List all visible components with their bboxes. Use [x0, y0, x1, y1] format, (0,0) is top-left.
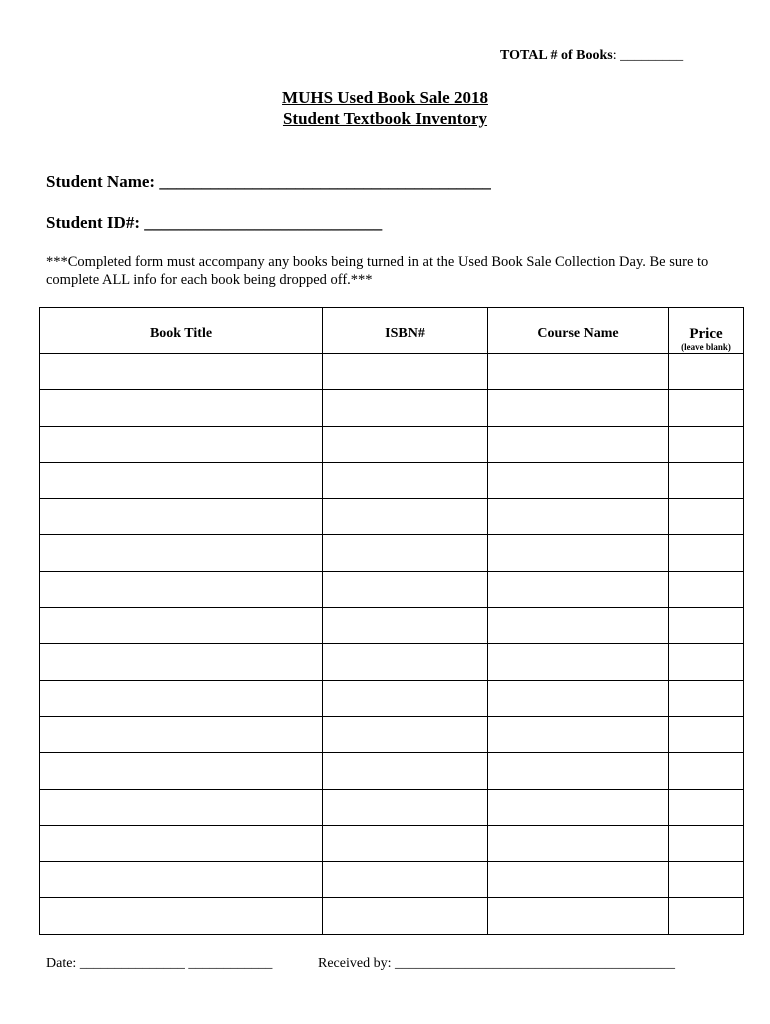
book-title-cell[interactable] — [40, 390, 323, 426]
table-row — [40, 789, 744, 825]
inventory-table — [39, 307, 744, 935]
header-course-name: Course Name — [488, 308, 669, 354]
course-name-cell[interactable] — [488, 789, 669, 825]
price-cell[interactable] — [669, 390, 744, 426]
table-row — [40, 354, 744, 390]
price-cell[interactable] — [669, 426, 744, 462]
table-row — [40, 571, 744, 607]
book-title-cell[interactable] — [40, 716, 323, 752]
price-cell[interactable] — [669, 898, 744, 934]
table-row — [40, 390, 744, 426]
isbn-cell[interactable] — [323, 716, 488, 752]
price-cell[interactable] — [669, 571, 744, 607]
table-header-row — [40, 308, 744, 354]
isbn-cell[interactable] — [323, 426, 488, 462]
price-cell[interactable] — [669, 462, 744, 498]
isbn-cell[interactable] — [323, 354, 488, 390]
course-name-cell[interactable] — [488, 499, 669, 535]
price-cell[interactable] — [669, 716, 744, 752]
price-cell[interactable] — [669, 789, 744, 825]
table-row — [40, 716, 744, 752]
received-by-field[interactable]: Received by: ________________________________________ — [318, 956, 675, 971]
isbn-cell[interactable] — [323, 390, 488, 426]
total-books-label: TOTAL # of Books — [500, 48, 613, 63]
date-field[interactable]: Date: _______________ ____________ — [46, 956, 273, 971]
isbn-cell[interactable] — [323, 571, 488, 607]
book-title-cell[interactable] — [40, 462, 323, 498]
course-name-cell[interactable] — [488, 680, 669, 716]
price-cell[interactable] — [669, 825, 744, 861]
price-cell[interactable] — [669, 680, 744, 716]
price-cell[interactable] — [669, 354, 744, 390]
price-cell[interactable] — [669, 644, 744, 680]
book-title-cell[interactable] — [40, 608, 323, 644]
course-name-cell[interactable] — [488, 825, 669, 861]
isbn-cell[interactable] — [323, 789, 488, 825]
form-title: MUHS Used Book Sale 2018 — [282, 88, 488, 107]
isbn-cell[interactable] — [323, 499, 488, 535]
student-id-field[interactable]: Student ID#: ____________________________ — [46, 213, 383, 232]
header-price — [669, 308, 744, 354]
form-subtitle: Student Textbook Inventory — [282, 109, 488, 128]
price-cell[interactable] — [669, 535, 744, 571]
isbn-cell[interactable] — [323, 644, 488, 680]
course-name-cell[interactable] — [488, 716, 669, 752]
header-price-note: (leave blank) — [681, 342, 731, 352]
header-price-label: Price — [689, 326, 723, 342]
table-row — [40, 535, 744, 571]
price-cell[interactable] — [669, 753, 744, 789]
book-title-cell[interactable] — [40, 354, 323, 390]
course-name-cell[interactable] — [488, 462, 669, 498]
book-title-cell[interactable] — [40, 571, 323, 607]
book-title-cell[interactable] — [40, 825, 323, 861]
course-name-cell[interactable] — [488, 898, 669, 934]
total-books-blank[interactable]: : _________ — [612, 48, 684, 63]
course-name-cell[interactable] — [488, 571, 669, 607]
isbn-cell[interactable] — [323, 535, 488, 571]
book-title-cell[interactable] — [40, 644, 323, 680]
table-row — [40, 644, 744, 680]
price-cell[interactable] — [669, 499, 744, 535]
book-title-cell[interactable] — [40, 789, 323, 825]
total-books-field[interactable] — [500, 48, 683, 64]
book-title-cell[interactable] — [40, 898, 323, 934]
book-title-cell[interactable] — [40, 426, 323, 462]
course-name-cell[interactable] — [488, 644, 669, 680]
isbn-cell[interactable] — [323, 862, 488, 898]
book-title-cell[interactable] — [40, 862, 323, 898]
student-name-field[interactable]: Student Name: _______________________________________ — [46, 172, 491, 191]
table-row — [40, 499, 744, 535]
isbn-cell[interactable] — [323, 825, 488, 861]
table-row — [40, 608, 744, 644]
price-cell[interactable] — [669, 608, 744, 644]
header-isbn: ISBN# — [323, 308, 488, 354]
course-name-cell[interactable] — [488, 354, 669, 390]
table-row — [40, 825, 744, 861]
table-row — [40, 462, 744, 498]
course-name-cell[interactable] — [488, 862, 669, 898]
isbn-cell[interactable] — [323, 898, 488, 934]
header-book-title: Book Title — [40, 308, 323, 354]
book-title-cell[interactable] — [40, 680, 323, 716]
isbn-cell[interactable] — [323, 462, 488, 498]
book-title-cell[interactable] — [40, 753, 323, 789]
isbn-cell[interactable] — [323, 608, 488, 644]
course-name-cell[interactable] — [488, 390, 669, 426]
course-name-cell[interactable] — [488, 535, 669, 571]
table-row — [40, 898, 744, 934]
isbn-cell[interactable] — [323, 680, 488, 716]
price-cell[interactable] — [669, 862, 744, 898]
isbn-cell[interactable] — [323, 753, 488, 789]
table-row — [40, 680, 744, 716]
table-row — [40, 753, 744, 789]
table-row — [40, 862, 744, 898]
table-row — [40, 426, 744, 462]
course-name-cell[interactable] — [488, 608, 669, 644]
book-title-cell[interactable] — [40, 499, 323, 535]
course-name-cell[interactable] — [488, 753, 669, 789]
course-name-cell[interactable] — [488, 426, 669, 462]
instructions-note: ***Completed form must accompany any books being turned in at the Used Book Sale Collection Day. Be sure to complete ALL info for each book being dropped off.*** — [46, 254, 709, 288]
book-title-cell[interactable] — [40, 535, 323, 571]
